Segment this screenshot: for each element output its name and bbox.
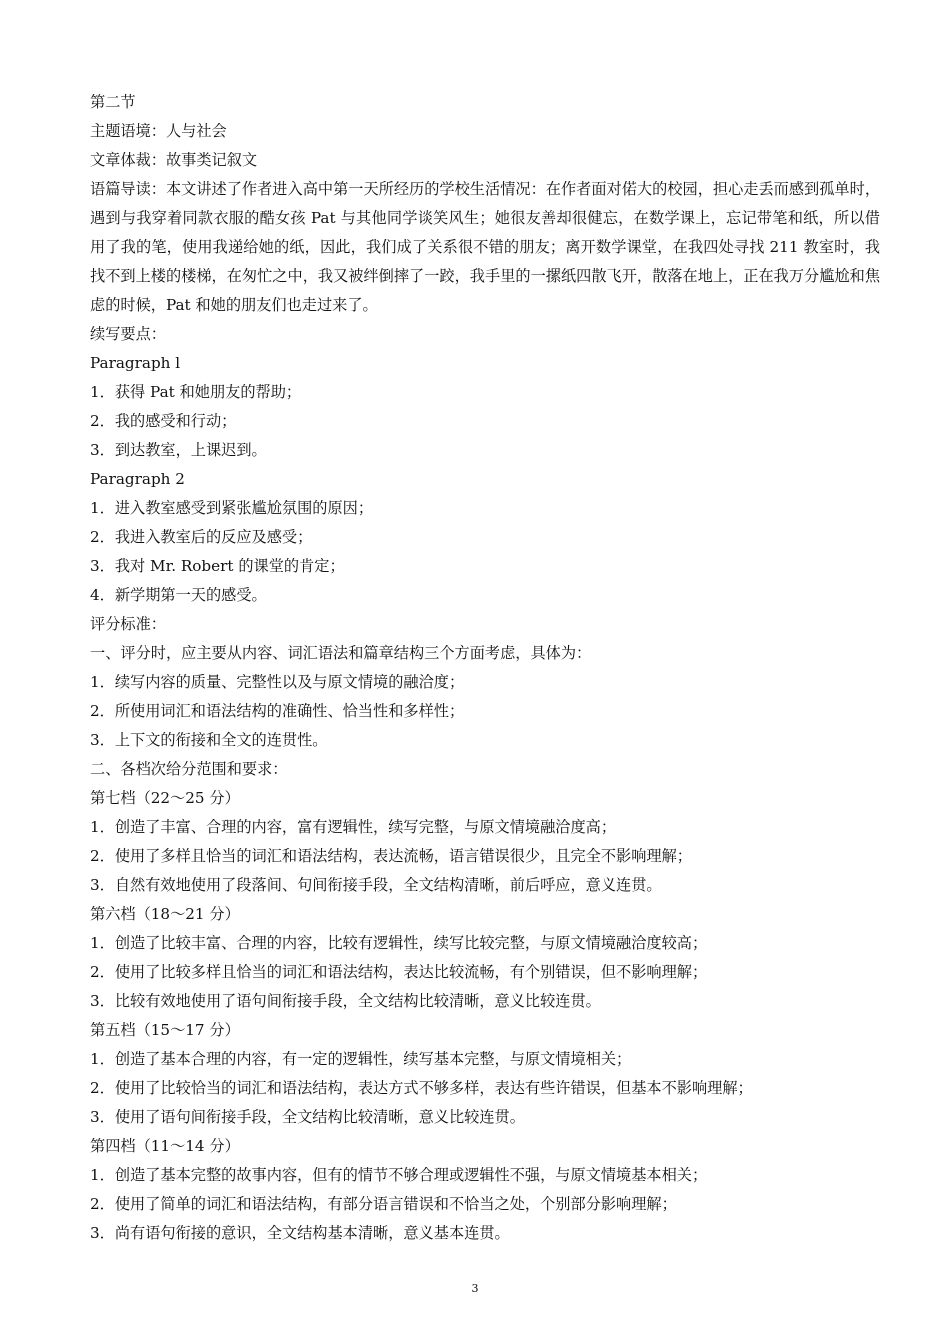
- list-item: 1．进入教室感受到紧张尴尬氛围的原因；: [90, 499, 374, 517]
- section-heading: 第二节: [90, 93, 136, 111]
- list-item: 1．创造了丰富、合理的内容，富有逻辑性，续写完整，与原文情境融洽度高；: [90, 818, 617, 836]
- criteria-part-one: 一、评分时，应主要从内容、词汇语法和篇章结构三个方面考虑，具体为：: [90, 644, 592, 662]
- grade4-title: 第四档（11～14 分）: [90, 1137, 240, 1155]
- list-item: 1．续写内容的质量、完整性以及与原文情境的融洽度；: [90, 673, 465, 691]
- list-item: 1．创造了基本完整的故事内容，但有的情节不够合理或逻辑性不强，与原文情境基本相关；: [90, 1166, 708, 1184]
- list-item: 3．到达教室，上课迟到。: [90, 441, 267, 459]
- list-item: 2．所使用词汇和语法结构的准确性、恰当性和多样性；: [90, 702, 465, 720]
- grade6-title: 第六档（18～21 分）: [90, 905, 240, 923]
- list-item: 3．我对 Mr. Robert 的课堂的肯定；: [90, 557, 345, 575]
- list-item: 2．使用了比较恰当的词汇和语法结构，表达方式不够多样，表达有些许错误，但基本不影响理解；: [90, 1079, 753, 1097]
- list-item: 3．使用了语句间衔接手段，全文结构比较清晰，意义比较连贯。: [90, 1108, 525, 1126]
- list-item: 2．我进入教室后的反应及感受；: [90, 528, 313, 546]
- grade5-title: 第五档（15～17 分）: [90, 1021, 240, 1039]
- key-points-title: 续写要点：: [90, 325, 166, 343]
- list-item: 3．尚有语句衔接的意识，全文结构基本清晰，意义基本连贯。: [90, 1224, 510, 1242]
- theme-line: 主题语境：人与社会: [90, 122, 227, 140]
- list-item: 1．创造了基本合理的内容，有一定的逻辑性，续写基本完整，与原文情境相关；: [90, 1050, 632, 1068]
- list-item: 3．自然有效地使用了段落间、句间衔接手段，全文结构清晰，前后呼应，意义连贯。: [90, 876, 662, 894]
- list-item: 2．使用了比较多样且恰当的词汇和语法结构，表达比较流畅，有个别错误，但不影响理解；: [90, 963, 708, 981]
- grade7-title: 第七档（22～25 分）: [90, 789, 240, 807]
- document-body: [90, 88, 880, 1248]
- criteria-title: 评分标准：: [90, 615, 166, 633]
- criteria-part-two: 二、各档次给分范围和要求：: [90, 760, 288, 778]
- list-item: 1．创造了比较丰富、合理的内容，比较有逻辑性，续写比较完整，与原文情境融洽度较高；: [90, 934, 708, 952]
- list-item: 2．我的感受和行动；: [90, 412, 237, 430]
- list-item: 2．使用了多样且恰当的词汇和语法结构，表达流畅，语言错误很少，且完全不影响理解；: [90, 847, 692, 865]
- paragraph1-title: Paragraph l: [90, 354, 181, 372]
- list-item: 4．新学期第一天的感受。: [90, 586, 267, 604]
- genre-line: 文章体裁：故事类记叙文: [90, 151, 258, 169]
- paragraph2-title: Paragraph 2: [90, 470, 185, 488]
- list-item: 3．上下文的衔接和全文的连贯性。: [90, 731, 328, 749]
- guide-paragraph: 语篇导读：本文讲述了作者进入高中第一天所经历的学校生活情况：在作者面对偌大的校园，担心走丢而感到孤单时，遇到与我穿着同款衣服的酷女孩 Pat 与其他同学谈笑风生；她很友善却很健忘，在数学课上，忘记带笔和纸，所以借用了我的笔，使用我递给她的纸，因此，我们成了关系很不错的朋友；离开数学课堂，在我四处寻找 211 教室时，我找不到上楼的楼梯，在匆忙之中，我又被绊倒摔了一跤，我手里的一摞纸四散飞开，散落在地上，正在我万分尴尬和焦虑的时候，Pat 和她的朋友们也走过来了。: [90, 180, 880, 314]
- page-number: 3: [471, 1282, 479, 1295]
- list-item: 2．使用了简单的词汇和语法结构，有部分语言错误和不恰当之处，个别部分影响理解；: [90, 1195, 677, 1213]
- list-item: 3．比较有效地使用了语句间衔接手段，全文结构比较清晰，意义比较连贯。: [90, 992, 601, 1010]
- list-item: 1．获得 Pat 和她朋友的帮助；: [90, 383, 302, 401]
